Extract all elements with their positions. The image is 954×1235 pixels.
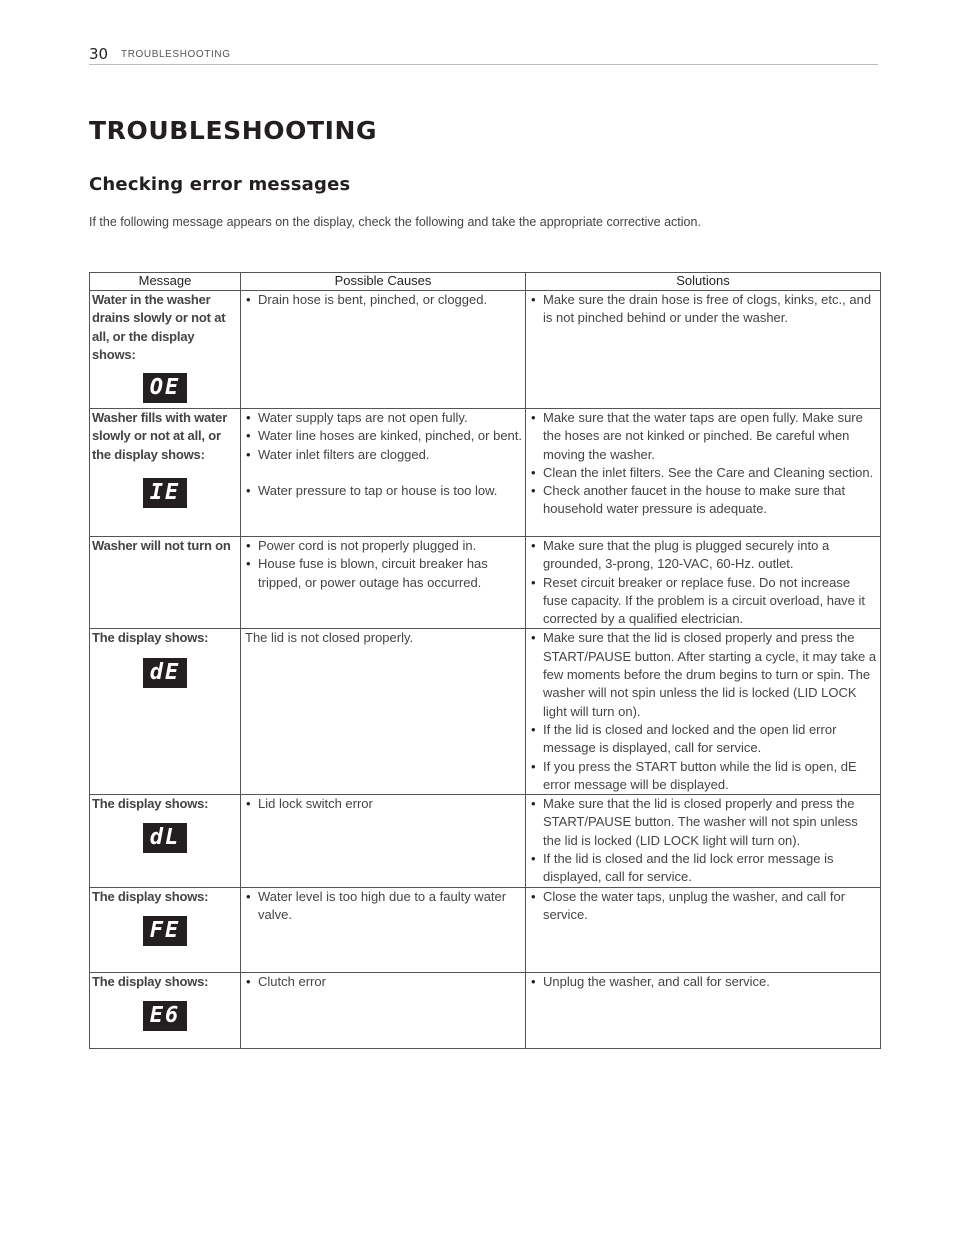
solution-item: • If the lid is closed and locked and the open lid error message is displayed, call for service. xyxy=(528,721,878,758)
solution-item: • Make sure the drain hose is free of clogs, kinks, etc., and is not pinched behind or under the washer. xyxy=(528,291,878,328)
table-row xyxy=(90,795,881,887)
solution-item: • If the lid is closed and the lid lock error message is displayed, call for service. xyxy=(528,850,878,887)
causes-cell xyxy=(241,409,526,537)
solution-item: • If you press the START button while the lid is open, dE error message will be displayed. xyxy=(528,758,878,795)
display-code-icon: FE xyxy=(143,916,187,946)
causes-cell xyxy=(241,537,526,629)
message-text: The display shows: xyxy=(92,796,209,812)
message-cell xyxy=(90,972,241,1048)
message-text: Washer fills with water slowly or not at all, or the display shows: xyxy=(92,410,228,462)
section-subtitle: Checking error messages xyxy=(89,174,351,195)
cause-item: • Power cord is not properly plugged in. xyxy=(243,537,523,555)
message-text: The display shows: xyxy=(92,630,209,646)
solution-item: • Close the water taps, unplug the washer, and call for service. xyxy=(528,888,878,925)
causes-cell xyxy=(241,972,526,1048)
solutions-cell xyxy=(526,291,881,409)
message-cell xyxy=(90,537,241,629)
causes-cell xyxy=(241,291,526,409)
solution-item: • Make sure that the lid is closed properly and press the START/PAUSE button. The washer will not spin unless the lid is locked (LID LOCK light will turn on). xyxy=(528,795,878,850)
solution-item: • Reset circuit breaker or replace fuse. Do not increase fuse capacity. If the problem is a circuit overload, have it corrected by a qualified electrician. xyxy=(528,574,878,629)
message-text: Water in the washer drains slowly or not at all, or the display shows: xyxy=(92,292,226,362)
solution-item: • Make sure that the plug is plugged securely into a grounded, 3-prong, 120-VAC, 60-Hz. outlet. xyxy=(528,537,878,574)
causes-cell xyxy=(241,887,526,972)
table-row xyxy=(90,537,881,629)
display-code-icon: IE xyxy=(143,478,187,508)
message-cell xyxy=(90,291,241,409)
page-header xyxy=(89,44,878,65)
solution-item: • Clean the inlet filters. See the Care and Cleaning section. xyxy=(528,464,878,482)
display-code-icon: dE xyxy=(143,658,187,688)
solution-item: • Make sure that the water taps are open fully. Make sure the hoses are not kinked or pinched. Be careful when moving the washer. xyxy=(528,409,878,464)
table-row xyxy=(90,972,881,1048)
table-header-row xyxy=(90,273,881,291)
message-cell xyxy=(90,629,241,795)
causes-cell xyxy=(241,795,526,887)
cause-item: • Water inlet filters are clogged. xyxy=(243,446,523,464)
cause-item: • Water pressure to tap or house is too low. xyxy=(243,482,523,500)
table-row xyxy=(90,887,881,972)
message-text: The display shows: xyxy=(92,973,209,989)
header-message: Message xyxy=(90,273,241,291)
solutions-cell xyxy=(526,972,881,1048)
message-cell xyxy=(90,409,241,537)
solution-item: • Make sure that the lid is closed properly and press the START/PAUSE button. After starting a cycle, it may take a few moments before the drum begins to turn or spin. The washer will not spin unless the lid is locked (LID LOCK light will turn on). xyxy=(528,629,878,720)
solution-item: • Check another faucet in the house to make sure that household water pressure is adequate. xyxy=(528,482,878,519)
solutions-cell xyxy=(526,629,881,795)
message-text: The display shows: xyxy=(92,888,209,904)
solutions-cell xyxy=(526,409,881,537)
intro-text: If the following message appears on the display, check the following and take the appropriate corrective action. xyxy=(89,215,701,229)
cause-item: • House fuse is blown, circuit breaker has tripped, or power outage has occurred. xyxy=(243,555,523,592)
header-causes: Possible Causes xyxy=(241,273,526,291)
message-cell xyxy=(90,795,241,887)
cause-item: • Drain hose is bent, pinched, or clogged. xyxy=(243,291,523,309)
display-code-icon: OE xyxy=(143,373,187,403)
page-number: 30 xyxy=(89,45,109,63)
cause-text: The lid is not closed properly. xyxy=(245,630,414,646)
cause-item: • Clutch error xyxy=(243,973,523,991)
solution-item: • Unplug the washer, and call for service. xyxy=(528,973,878,991)
table-row xyxy=(90,629,881,795)
message-cell xyxy=(90,887,241,972)
display-code-icon: dL xyxy=(143,823,187,853)
solutions-cell xyxy=(526,795,881,887)
cause-item: • Lid lock switch error xyxy=(243,795,523,813)
table-row xyxy=(90,409,881,537)
page-title: TROUBLESHOOTING xyxy=(89,116,378,145)
cause-item: • Water supply taps are not open fully. xyxy=(243,409,523,427)
error-messages-table xyxy=(89,272,881,1049)
table-row xyxy=(90,291,881,409)
cause-item: • Water line hoses are kinked, pinched, or bent. xyxy=(243,427,523,445)
cause-item: • Water level is too high due to a faulty water valve. xyxy=(243,888,523,925)
solutions-cell xyxy=(526,887,881,972)
message-text: Washer will not turn on xyxy=(92,538,231,553)
header-solutions: Solutions xyxy=(526,273,881,291)
solutions-cell xyxy=(526,537,881,629)
display-code-icon: E6 xyxy=(143,1001,187,1031)
causes-cell xyxy=(241,629,526,795)
running-section-label: TROUBLESHOOTING xyxy=(121,49,231,60)
